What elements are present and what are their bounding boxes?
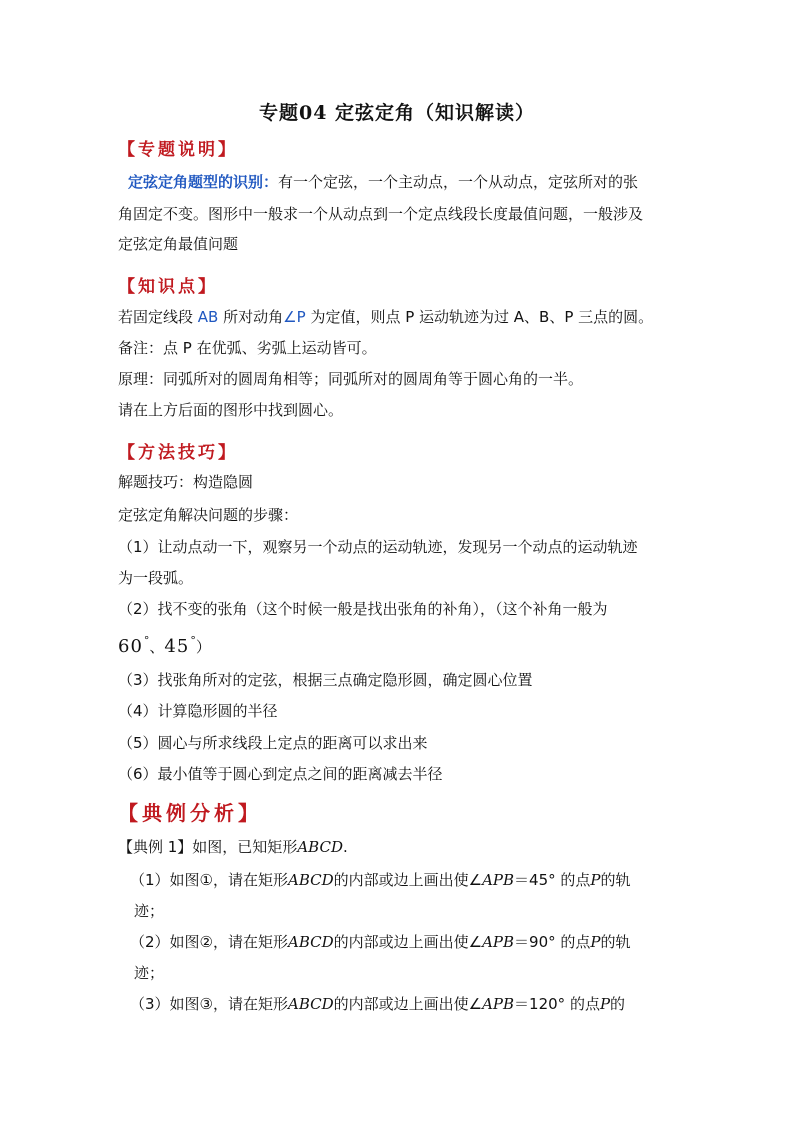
q3-point-p: P xyxy=(599,995,611,1013)
s1-line-2: 角固定不变。图形中一般求一个从动点到一个定点线段长度最值问题，一般涉及 xyxy=(118,205,644,223)
question-3-line-1 xyxy=(130,994,690,1014)
separator: 、 xyxy=(149,638,165,656)
q3-rect-abcd: ABCD xyxy=(288,995,334,1013)
q1-point-p: P xyxy=(590,871,601,889)
q2-part-d: 的轨 xyxy=(600,933,631,951)
s2-l1-part-c: 为定值，则点 P 运动轨迹为过 A、B、P 三点的圆。 xyxy=(310,308,654,326)
s2-l1-part-b: 所对动角 xyxy=(223,308,284,326)
q2-part-a: （2）如图②，请在矩形 xyxy=(130,933,288,951)
s3-line-1: 解题技巧：构造隐圆 xyxy=(118,473,254,491)
degree-sign-2: ° xyxy=(190,634,196,647)
q1-part-d: 的轨 xyxy=(600,871,631,889)
period: . xyxy=(342,838,348,856)
step-1-line-2: 为一段弧。 xyxy=(118,569,194,587)
q1-part-b: 的内部或边上画出使∠ xyxy=(333,871,483,889)
section-heading-methods-tips: 【方法技巧】 xyxy=(118,443,238,463)
q3-part-d: 的 xyxy=(610,995,626,1013)
s2-line-1 xyxy=(118,307,678,327)
q2-point-p: P xyxy=(590,933,601,951)
step-5: （5）圆心与所求线段上定点的距离可以求出来 xyxy=(118,734,428,752)
question-1-line-1 xyxy=(130,870,690,890)
step-2-line-2 xyxy=(118,631,678,657)
question-2-line-1 xyxy=(130,932,690,952)
rect-abcd-label: ABCD xyxy=(297,838,343,856)
q2-angle-apb: APB xyxy=(482,933,515,951)
page-title: 专题04 定弦定角（知识解读） xyxy=(258,102,536,124)
q3-part-a: （3）如图③，请在矩形 xyxy=(130,995,288,1013)
segment-ab-label: AB xyxy=(197,308,219,326)
degree-sign-1: ° xyxy=(143,634,150,647)
q3-part-b: 的内部或边上画出使∠ xyxy=(333,995,483,1013)
q3-angle-apb: APB xyxy=(482,995,515,1013)
example-1-label: 【典例 1】如图，已知矩形 xyxy=(118,838,298,856)
step-2-line-1: （2）找不变的张角（这个时候一般是找出张角的补角），（这个补角一般为 xyxy=(118,600,608,618)
s1-line-1 xyxy=(128,172,688,192)
q1-rect-abcd: ABCD xyxy=(288,871,334,889)
s1-line-1-text: 有一个定弦，一个主动点，一个从动点，定弦所对的张 xyxy=(278,173,639,191)
section-heading-topic-explanation: 【专题说明】 xyxy=(118,140,238,160)
q2-part-b: 的内部或边上画出使∠ xyxy=(333,933,483,951)
s2-l1-part-a: 若固定线段 xyxy=(118,308,194,326)
s3-line-2: 定弦定角解决问题的步骤： xyxy=(118,506,299,524)
s1-line-3: 定弦定角最值问题 xyxy=(118,235,239,253)
q1-part-a: （1）如图①，请在矩形 xyxy=(130,871,288,889)
angle-value-60: 60 xyxy=(118,636,143,657)
question-1-line-2: 迹； xyxy=(134,902,165,920)
question-2-line-2: 迹； xyxy=(134,964,165,982)
section-heading-example-analysis: 【典例分析】 xyxy=(118,801,262,825)
q1-angle-apb: APB xyxy=(482,871,515,889)
s2-line-2: 备注：点 P 在优弧、劣弧上运动皆可。 xyxy=(118,339,377,357)
step-6: （6）最小值等于圆心到定点之间的距离减去半径 xyxy=(118,765,443,783)
angle-p-label: ∠P xyxy=(283,308,306,326)
step-4: （4）计算隐形圆的半径 xyxy=(118,702,278,720)
step-1-line-1: （1）让动点动一下，观察另一个动点的运动轨迹，发现另一个动点的运动轨迹 xyxy=(118,538,638,556)
q3-part-c: ＝120° 的点 xyxy=(514,995,600,1013)
section-heading-knowledge-points: 【知识点】 xyxy=(118,277,218,297)
q2-part-c: ＝90° 的点 xyxy=(514,933,591,951)
q1-part-c: ＝45° 的点 xyxy=(514,871,591,889)
keyword-identification: 定弦定角题型的识别： xyxy=(128,173,279,191)
closing-paren: ） xyxy=(195,638,211,656)
q2-rect-abcd: ABCD xyxy=(288,933,334,951)
s2-line-3: 原理：同弧所对的圆周角相等；同弧所对的圆周角等于圆心角的一半。 xyxy=(118,370,584,388)
angle-value-45: 45 xyxy=(164,636,190,657)
step-3: （3）找张角所对的定弦，根据三点确定隐形圆，确定圆心位置 xyxy=(118,671,533,689)
example-1-intro xyxy=(118,837,678,857)
s2-line-4: 请在上方后面的图形中找到圆心。 xyxy=(118,401,344,419)
